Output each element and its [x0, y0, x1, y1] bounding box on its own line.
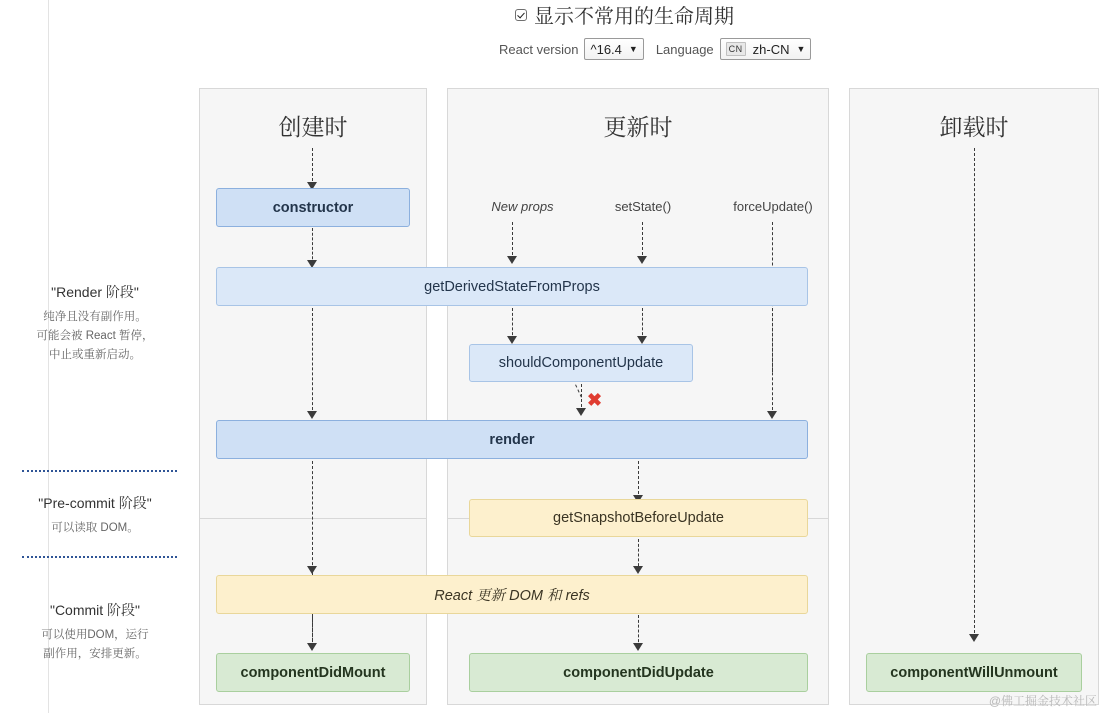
phase-commit — [5, 600, 185, 664]
trigger-force-update: forceUpdate() — [733, 199, 813, 214]
watermark: @佛工掘金技术社区 — [988, 694, 1097, 708]
cancel-x-icon: ✖ — [587, 390, 603, 410]
checkbox-box[interactable] — [515, 9, 527, 21]
phase-precommit — [5, 493, 185, 538]
arrow-head-to-did-mount — [307, 643, 317, 651]
arrow-head-to-did-update — [633, 643, 643, 651]
arrow-line-gdsfp-to-render-mount — [312, 308, 313, 415]
trigger-new-props: New props — [491, 199, 554, 214]
arrow-head-snapshot-to-update-dom — [633, 566, 643, 574]
box-should-component-update[interactable]: shouldComponentUpdate — [469, 344, 693, 382]
arrow-head-gdsfp-to-render-mount — [307, 411, 317, 419]
box-react-updates-dom-and-refs[interactable]: React 更新 DOM 和 refs — [216, 575, 808, 614]
arrow-line-render-to-update-dom-mount — [312, 461, 313, 641]
box-component-did-update[interactable]: componentDidUpdate — [469, 653, 808, 692]
phase-divider-bottom — [22, 556, 177, 558]
language-select[interactable] — [720, 38, 812, 60]
language-label: Language — [655, 41, 714, 57]
react-version-group — [499, 38, 644, 60]
chevron-down-icon: ▼ — [796, 44, 806, 54]
arrow-head-gdsfp-to-scu-a — [507, 336, 517, 344]
arrow-line-mount-top — [312, 148, 313, 186]
react-version-label: React version — [499, 41, 579, 57]
box-component-will-unmount[interactable]: componentWillUnmount — [866, 653, 1082, 692]
box-get-derived-state-from-props[interactable]: getDerivedStateFromProps — [216, 267, 808, 306]
arrow-line-unmount — [974, 148, 975, 638]
phase-commit-desc: 可以使用DOM，运行 副作用，安排更新。 — [41, 629, 149, 660]
arrow-line-setstate — [642, 222, 643, 260]
arrow-head-unmount — [969, 634, 979, 642]
react-version-select[interactable] — [584, 38, 643, 60]
diagram-selectors — [499, 38, 811, 60]
phase-render-desc: 纯净且没有副作用。 可能会被 React 暂停， 中止或重新启动。 — [36, 311, 154, 361]
arrow-head-gdsfp-to-scu-b — [637, 336, 647, 344]
chevron-down-icon: ▼ — [628, 44, 638, 54]
box-constructor[interactable]: constructor — [216, 188, 410, 227]
phase-precommit-title: "Pre-commit 阶段" — [38, 495, 152, 511]
box-get-snapshot-before-update[interactable]: getSnapshotBeforeUpdate — [469, 499, 808, 537]
checkbox-label: 显示不常用的生命周期 — [534, 6, 734, 28]
arrow-line-newprops — [512, 222, 513, 260]
arrow-head-newprops — [507, 256, 517, 264]
language-group — [656, 38, 812, 60]
phase-precommit-desc: 可以读取 DOM。 — [51, 522, 139, 534]
column-unmounting-title: 卸载时 — [939, 114, 1009, 140]
arrow-line-render-to-snapshot — [638, 461, 639, 499]
flag-icon: CN — [726, 42, 746, 56]
column-updating-title: 更新时 — [603, 114, 673, 140]
arrow-head-scu-to-render — [576, 408, 586, 416]
phase-render-title: "Render 阶段" — [51, 284, 139, 300]
column-separator-mount — [200, 518, 426, 519]
trigger-set-state: setState() — [614, 199, 672, 214]
phase-divider-top — [22, 470, 177, 472]
language-value: zh-CN — [752, 41, 790, 57]
box-render[interactable]: render — [216, 420, 808, 459]
phase-render — [5, 282, 185, 365]
arrow-head-render-to-update-dom-mount — [307, 566, 317, 574]
phase-commit-title: "Commit 阶段" — [49, 602, 141, 618]
arrow-line-forceupdate-lower — [772, 308, 773, 415]
react-version-value: ^16.4 — [590, 41, 622, 57]
arrow-line-constructor-to-gdsfp — [312, 228, 313, 264]
show-uncommon-lifecycle-checkbox[interactable] — [515, 0, 734, 29]
arrow-head-setstate — [637, 256, 647, 264]
box-component-did-mount[interactable]: componentDidMount — [216, 653, 410, 692]
column-mounting-title: 创建时 — [278, 114, 348, 140]
